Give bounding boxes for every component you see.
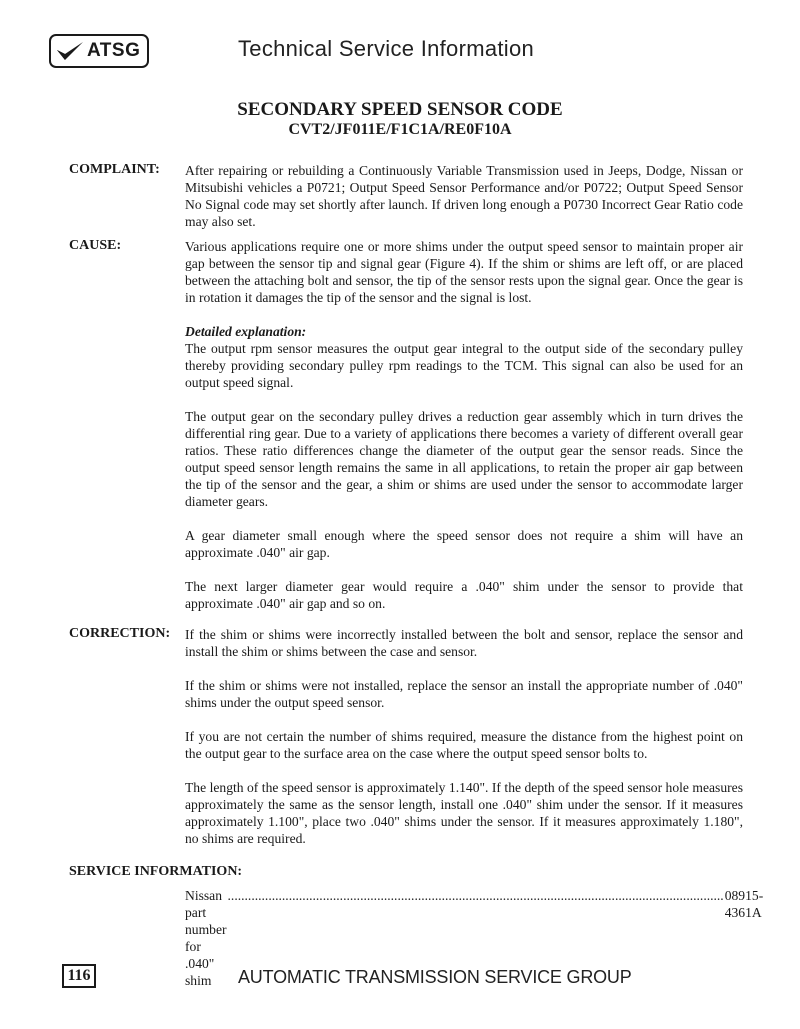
logo-text: ATSG [87, 40, 141, 61]
complaint-text: After repairing or rebuilding a Continuously Variable Transmission used in Jeeps, Dodge, Nissan or Mitsubishi vehicles a P0721; Output Speed Sensor Performance and/or P0722; Output Speed Sensor No Signal code may set shortly after launch. If driven long enough a P0730 Incorrect Gear Ratio code may also set. [185, 163, 743, 229]
atsg-logo [49, 34, 149, 68]
correction-paragraph-4: The length of the speed sensor is approximately 1.140". If the depth of the speed sensor hole measures approximately the same as the sensor length, install one .040" shim under the sensor. If it measures approximately 1.100", place two .040" shims under the sensor. If it measures approximately 1.180", no shims are required. [185, 780, 743, 846]
document-subtitle: CVT2/JF011E/F1C1A/RE0F10A [288, 121, 512, 138]
correction-section [185, 626, 743, 847]
cause-detail-2: The output gear on the secondary pulley drives a reduction gear assembly which in turn drives the differential ring gear. Due to a variety of applications there becomes a variety of different overall gear ratios. These ratio differences change the diameter of the output gear the sensor reads. Since the output speed sensor length remains the same in all applications, to retain the proper air gap between the tip of the sensor and the gear, a shim or shims are used under the sensor to accommodate larger diameter gears. [185, 409, 743, 509]
document-title: SECONDARY SPEED SENSOR CODE [237, 99, 563, 120]
cause-detail-3: A gear diameter small enough where the speed sensor does not require a shim will have an approximate .040" air gap. [185, 528, 743, 560]
service-information-label: SERVICE INFORMATION: [69, 864, 243, 879]
complaint-section [185, 162, 743, 230]
correction-paragraph-3: If you are not certain the number of shims required, measure the distance from the highest point on the output gear to the surface area on the case where the output speed sensor bolts to. [185, 729, 743, 761]
cause-section [185, 238, 743, 612]
cause-intro: Various applications require one or more shims under the output speed sensor to maintain proper air gap between the sensor tip and signal gear (Figure 4). If the shim or shims are left off, or are placed between the attaching bolt and sensor, the tip of the sensor rests upon the signal gear. Once the gear is in rotation it damages the tip of the sensor and the signal is lost. [185, 239, 743, 305]
dot-leader: .................................................................................................................................................. [227, 888, 724, 903]
footer-organization: AUTOMATIC TRANSMISSION SERVICE GROUP [238, 967, 632, 987]
checkmark-icon [56, 41, 84, 61]
cause-detail-4: The next larger diameter gear would require a .040" shim under the sensor to provide that approximate .040" air gap and so on. [185, 579, 743, 611]
part-number: 08915-4361A [724, 888, 764, 920]
cause-detail-1: The output rpm sensor measures the output gear integral to the output side of the secondary pulley thereby providing secondary pulley rpm readings to the TCM. This signal can also be used for an output speed signal. [185, 341, 743, 390]
correction-paragraph-1: If the shim or shims were incorrectly installed between the bolt and sensor, replace the sensor and install the shim or shims between the case and sensor. [185, 627, 743, 659]
complaint-label: COMPLAINT: [69, 162, 160, 177]
part-description: Nissan part number for .040" shim [185, 888, 227, 988]
page-number: 116 [62, 964, 96, 988]
detailed-explanation-heading: Detailed explanation: [185, 324, 307, 339]
correction-paragraph-2: If the shim or shims were not installed, replace the sensor an install the appropriate number of .040" shims under the output speed sensor. [185, 678, 743, 710]
header-title: Technical Service Information [238, 36, 535, 61]
correction-label: CORRECTION: [69, 626, 171, 641]
cause-label: CAUSE: [69, 238, 122, 253]
